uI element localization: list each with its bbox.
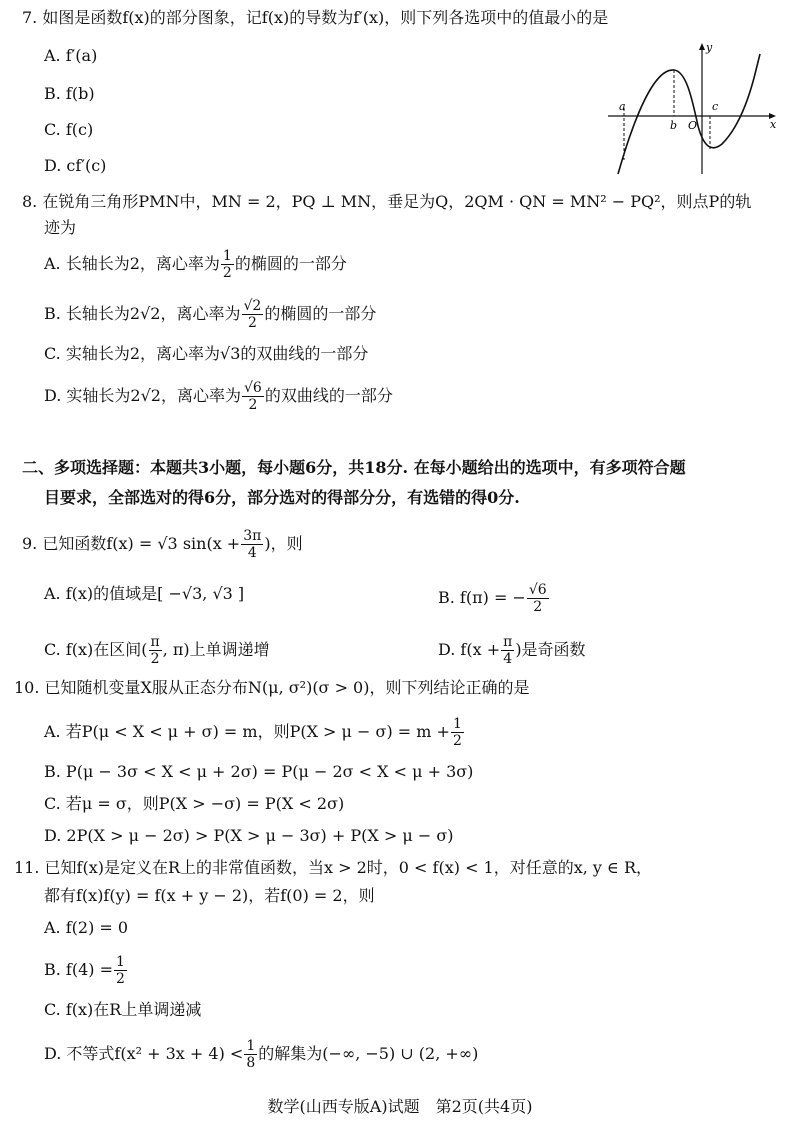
q10-option-c[interactable]: C. 若μ = σ，则P(X > −σ) = P(X < 2σ) <box>44 794 345 813</box>
q8-d-fraction: $\frac{√6}{2}$ <box>244 380 262 413</box>
q11-option-c[interactable]: C. f(x)在R上单调递减 <box>44 1000 202 1019</box>
q9-option-b[interactable] <box>438 582 550 615</box>
q11-stem-line1: 11. 已知f(x)是定义在R上的非常值函数，当x > 2时，0 < f(x) < 1，对任意的x, y ∈ R， <box>14 858 653 877</box>
q9-c-fraction: $\frac{\pi}{2}$ <box>150 634 160 667</box>
page-footer: 数学(山西专版A)试题 第2页(共4页) <box>267 1097 533 1116</box>
q8-b-text-post: 的椭圆的一部分 <box>264 304 377 323</box>
y-axis-arrow <box>699 43 705 50</box>
point-a-label: a <box>619 100 626 113</box>
q8-a-fraction: $\frac{1}{2}$ <box>222 248 232 281</box>
q8-a-text-post: 的椭圆的一部分 <box>234 254 347 273</box>
q11-b-fraction: $\frac{1}{2}$ <box>116 954 125 987</box>
q9-c-text-post: , π)上单调递增 <box>162 640 270 659</box>
section2-heading-line2: 目要求，全部选对的得6分，部分选对的得部分分，有选错的得0分. <box>44 488 520 507</box>
q8-d-text-post: 的双曲线的一部分 <box>264 386 393 405</box>
q11-d-fraction: $\frac{1}{8}$ <box>246 1038 256 1071</box>
q7-option-c[interactable]: C. f(c) <box>44 120 94 139</box>
q8-option-c[interactable]: C. 实轴长为2，离心率为√3的双曲线的一部分 <box>44 344 369 363</box>
point-c-label: c <box>712 100 719 113</box>
q11-b-text: B. f(4) = <box>44 960 114 979</box>
q9-stem-post: )，则 <box>264 534 303 553</box>
q10-a-text: A. 若P(μ < X < μ + σ) = m，则P(X > μ − σ) = m + <box>44 722 450 741</box>
q8-a-text: A. 长轴长为2，离心率为 <box>44 254 220 273</box>
q8-option-d[interactable] <box>44 380 393 413</box>
q10-option-a[interactable] <box>44 716 465 749</box>
q9-option-d[interactable] <box>438 634 586 667</box>
q8-option-b[interactable] <box>44 298 376 331</box>
q7-option-a[interactable]: A. f′(a) <box>44 46 98 65</box>
q8-b-text: B. 长轴长为2√2，离心率为 <box>44 304 241 323</box>
q9-d-text: D. f(x + <box>438 640 501 659</box>
q11-option-d[interactable] <box>44 1038 478 1071</box>
x-axis-label: x <box>770 118 777 131</box>
q11-d-text: D. 不等式f(x² + 3x + 4) < <box>44 1044 244 1063</box>
q8-b-fraction: $\frac{√2}{2}$ <box>243 298 262 331</box>
q7-option-d[interactable]: D. cf′(c) <box>44 156 107 175</box>
point-b-label: b <box>670 119 678 132</box>
q8-d-text: D. 实轴长为2√2，离心率为 <box>44 386 241 405</box>
q8-stem-line1: 8. 在锐角三角形PMN中，MN = 2，PQ ⊥ MN，垂足为Q，2QM · QN = MN² − PQ²，则点P的轨 <box>22 192 752 211</box>
q10-option-b[interactable]: B. P(μ − 3σ < X < μ + 2σ) = P(μ − 2σ < X < μ + 3σ) <box>44 762 474 781</box>
q9-option-c[interactable] <box>44 634 270 667</box>
q11-option-a[interactable]: A. f(2) = 0 <box>44 918 129 937</box>
q11-d-text-post: 的解集为(−∞, −5) ∪ (2, +∞) <box>258 1044 479 1063</box>
q9-b-text: B. f(π) = − <box>438 588 526 607</box>
q11-option-b[interactable] <box>44 954 128 987</box>
q7-stem: 7. 如图是函数f(x)的部分图象，记f(x)的导数为f′(x)，则下列各选项中的值最小的是 <box>22 8 609 27</box>
y-axis-label: y <box>706 41 713 54</box>
q9-d-fraction: $\frac{\pi}{4}$ <box>503 634 513 667</box>
q10-option-d[interactable]: D. 2P(X > μ − 2σ) > P(X > μ − 3σ) + P(X > μ − σ) <box>44 826 454 845</box>
section2-heading-line1: 二、多项选择题：本题共3小题，每小题6分，共18分. 在每小题给出的选项中，有多项符合题 <box>22 458 686 477</box>
q10-a-fraction: $\frac{1}{2}$ <box>452 716 462 749</box>
origin-label: O <box>688 119 698 132</box>
q9-b-fraction: $\frac{√6}{2}$ <box>528 582 547 615</box>
q9-stem-fraction: $\frac{3\pi}{4}$ <box>243 528 262 561</box>
function-curve <box>618 54 760 174</box>
q10-stem: 10. 已知随机变量X服从正态分布N(μ, σ²)(σ > 0)，则下列结论正确的是 <box>14 678 530 697</box>
q9-option-a[interactable]: A. f(x)的值域是[ −√3, √3 ] <box>44 584 245 603</box>
q9-c-text: C. f(x)在区间( <box>44 640 148 659</box>
q11-stem-line2: 都有f(x)f(y) = f(x + y − 2)，若f(0) = 2，则 <box>44 886 375 905</box>
q9-stem <box>22 528 303 561</box>
q8-stem-line2: 迹为 <box>44 218 77 237</box>
q8-option-a[interactable] <box>44 248 347 281</box>
q7-function-graph <box>604 38 784 178</box>
q9-d-text-post: )是奇函数 <box>515 640 586 659</box>
q9-stem-pre: 9. 已知函数f(x) = √3 sin(x + <box>22 534 241 553</box>
q7-option-b[interactable]: B. f(b) <box>44 84 95 103</box>
